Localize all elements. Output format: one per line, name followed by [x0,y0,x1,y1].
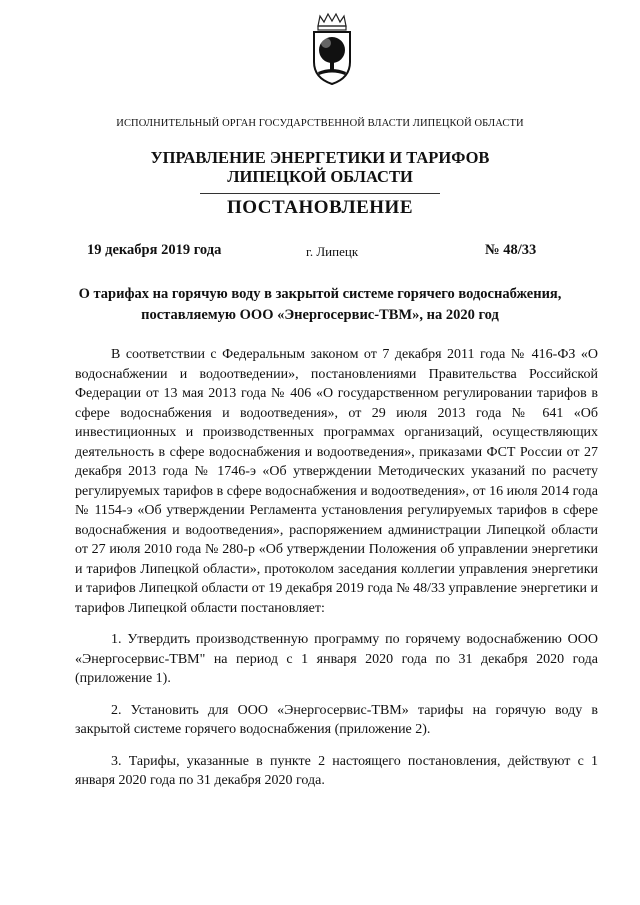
coat-of-arms-icon [309,12,355,86]
document-body [75,345,598,803]
document-title [70,284,570,326]
clause-2: 2. Установить для ООО «Энергосервис-ТВМ» тарифы на горячую воду в закрытой системе горячего водоснабжения (приложение 2). [75,702,598,737]
department-line-2: ЛИПЕЦКОЙ ОБЛАСТИ [227,167,413,186]
department-name [0,148,640,186]
clause-3: 3. Тарифы, указанные в пункте 2 настоящего постановления, действуют с 1 января 2020 года по 31 декабря 2020 года. [75,753,598,788]
document-type: ПОСТАНОВЛЕНИЕ [226,197,414,218]
document-city: г. Липецк [306,244,359,259]
preamble-paragraph: В соответствии с Федеральным законом от 7 декабря 2011 года № 416-ФЗ «О водоснабжении и водоотведении», постановлениями Правительства Российской Федерации от 13 мая 2013 года № 406 «О государственном регулировании тарифов в сфере водоснабжения и водоотведения», от 29 июля 2013 года № 641 «Об инвестиционных и производственных программах организаций, осуществляющих деятельность в сфере водоснабжения и водоотведения», приказами ФСТ России от 27 декабря 2013 года № 1746-э «Об утверждении Методических указаний по расчету регулируемых тарифов в сфере водоснабжения и водоотведения», от 16 июля 2014 года № 1154-э «Об утверждении Регламента установления регулируемых тарифов в сфере водоснабжения и водоотведения», распоряжением администрации Липецкой области от 27 июля 2010 года № 280-р «Об утверждении Положения об управлении энергетики и тарифов Липецкой области», протоколом заседания коллегии управления энергетики и тарифов Липецкой области от 19 декабря 2019 года № 48/33 управление энергетики и тарифов Липецкой области постановляет: [75,347,598,616]
title-line-2: поставляемую ООО «Энергосервис-ТВМ», на 2020 год [141,307,499,323]
department-line-1: УПРАВЛЕНИЕ ЭНЕРГЕТИКИ И ТАРИФОВ [150,148,490,167]
document-number: № 48/33 [485,242,537,258]
clause-1: 1. Утвердить производственную программу по горячему водоснабжению ООО «Энергосервис-ТВМ" на период с 1 января 2020 года по 31 декабря 2020 года (приложение 1). [75,632,598,686]
header-divider [200,193,440,194]
document-date: 19 декабря 2019 года [87,242,222,258]
title-line-1: О тарифах на горячую воду в закрытой системе горячего водоснабжения, [78,286,562,302]
issuing-authority: ИСПОЛНИТЕЛЬНЫЙ ОРГАН ГОСУДАРСТВЕННОЙ ВЛАСТИ ЛИПЕЦКОЙ ОБЛАСТИ [116,118,524,129]
